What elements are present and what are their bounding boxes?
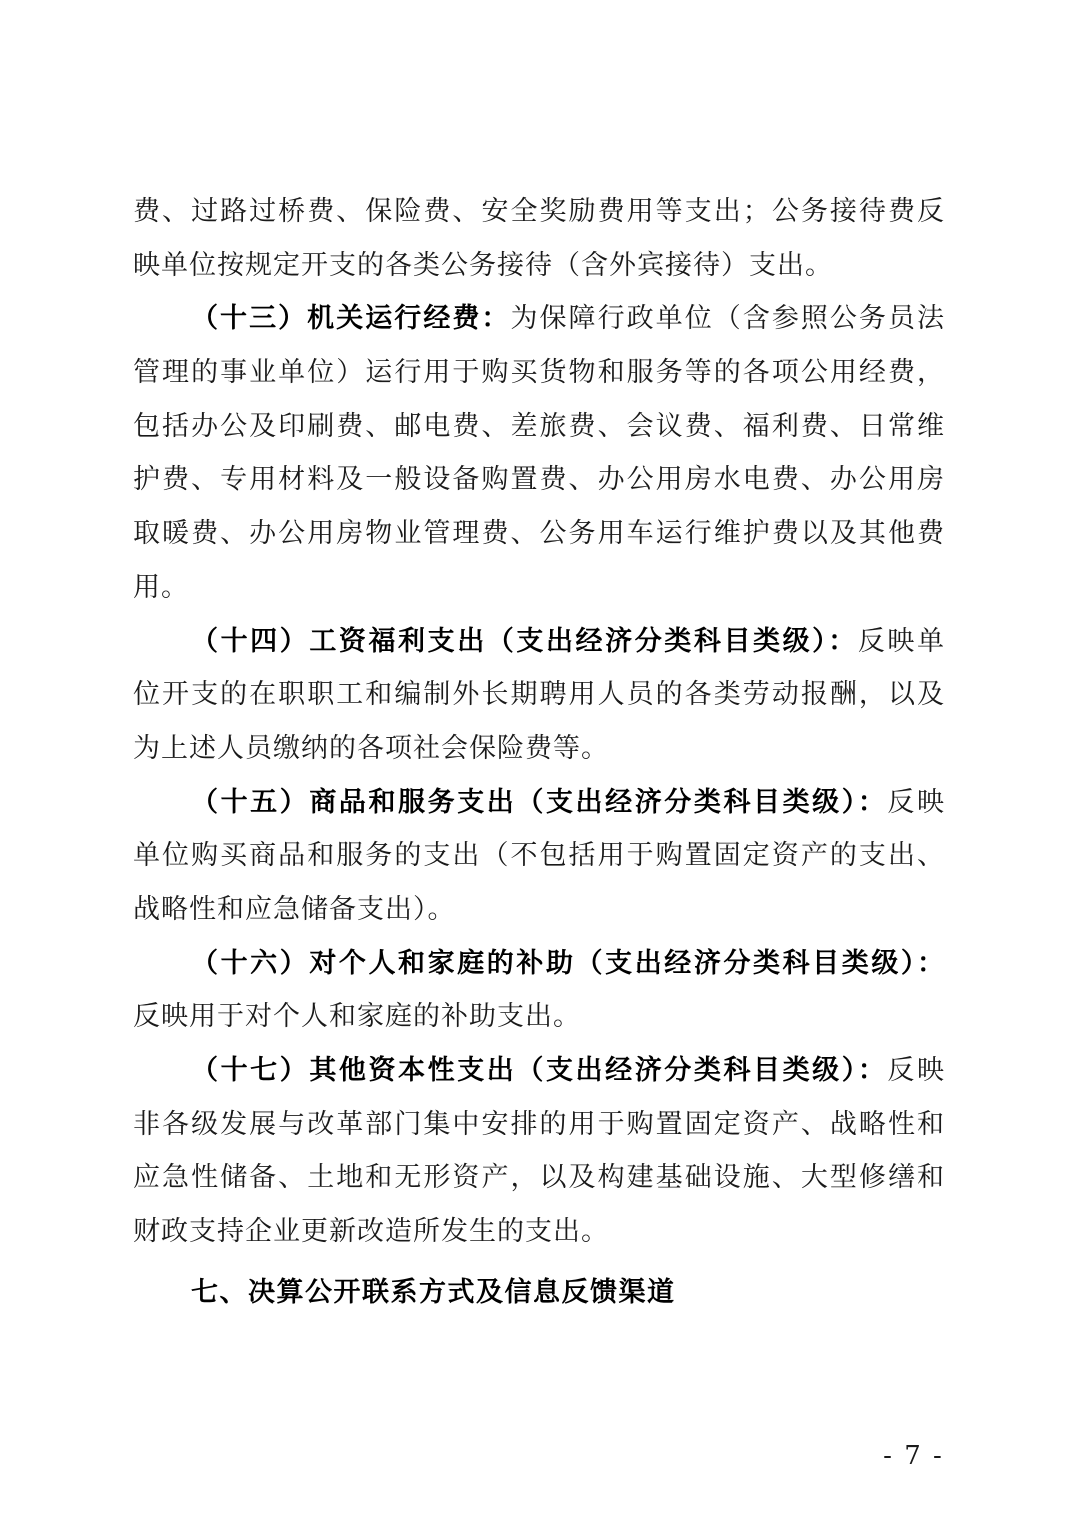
line-text: 为保障行政单位（含参照公务员法: [510, 303, 946, 335]
item-14-title: （十四）工资福利支出（支出经济分类科目类级）：: [191, 625, 858, 657]
text-line: [133, 239, 945, 293]
item-13-heading-line: [133, 292, 945, 346]
page-number: - 7 -: [883, 1441, 942, 1471]
line-text: 反映单: [857, 625, 946, 657]
text-line: [133, 400, 945, 454]
text-line: [133, 346, 945, 400]
text-line: [133, 883, 945, 937]
line-text: 应急性储备、土地和无形资产，以及构建基础设施、大型修缮和: [133, 1162, 945, 1194]
text-line: [133, 668, 945, 722]
section-heading: 七、决算公开联系方式及信息反馈渠道: [191, 1277, 676, 1308]
text-line: [133, 1205, 945, 1259]
line-text: 护费、专用材料及一般设备购置费、办公用房水电费、办公用房: [133, 464, 945, 496]
item-16-title: （十六）对个人和家庭的补助（支出经济分类科目类级）：: [191, 947, 945, 979]
item-15-title: （十五）商品和服务支出（支出经济分类科目类级）：: [191, 786, 888, 818]
item-14-heading-line: [133, 615, 945, 669]
line-text: 管理的事业单位）运行用于购买货物和服务等的各项公用经费，: [133, 357, 945, 389]
line-text: 财政支持企业更新改造所发生的支出。: [133, 1216, 609, 1248]
text-line: [133, 722, 945, 776]
item-17-title: （十七）其他资本性支出（支出经济分类科目类级）：: [191, 1055, 888, 1086]
line-text: 战略性和应急储备支出）。: [133, 893, 456, 925]
text-line: [133, 561, 945, 615]
line-text: 反映: [887, 1055, 946, 1086]
line-text: 反映: [887, 786, 946, 818]
text-line: [133, 1098, 945, 1152]
line-text: 取暖费、办公用房物业管理费、公务用车运行维护费以及其他费: [133, 518, 945, 550]
item-16-heading-line: [133, 937, 945, 991]
line-text: 费、过路过桥费、保险费、安全奖励费用等支出；公务接待费反: [133, 196, 945, 227]
line-text: 反映用于对个人和家庭的补助支出。: [133, 1001, 581, 1033]
item-17-heading-line: [133, 1044, 945, 1098]
text-line: [133, 1151, 945, 1205]
body-text: [133, 185, 945, 1259]
text-line: [133, 453, 945, 507]
line-text: 为上述人员缴纳的各项社会保险费等。: [133, 732, 609, 764]
item-13-title: （十三）机关运行经费：: [191, 303, 511, 335]
text-line: [133, 990, 945, 1044]
line-text: 用。: [133, 571, 189, 603]
line-text: 映单位按规定开支的各类公务接待（含外宾接待）支出。: [133, 249, 833, 281]
line-text: 单位购买商品和服务的支出（不包括用于购置固定资产的支出、: [133, 840, 945, 872]
line-text: 非各级发展与改革部门集中安排的用于购置固定资产、战略性和: [133, 1108, 945, 1140]
item-15-heading-line: [133, 776, 945, 830]
text-line: [133, 829, 945, 883]
text-line: [133, 507, 945, 561]
line-text: 包括办公及印刷费、邮电费、差旅费、会议费、福利费、日常维: [133, 410, 945, 442]
line-text: 位开支的在职职工和编制外长期聘用人员的各类劳动报酬，以及: [133, 679, 945, 711]
text-line: [133, 185, 945, 239]
